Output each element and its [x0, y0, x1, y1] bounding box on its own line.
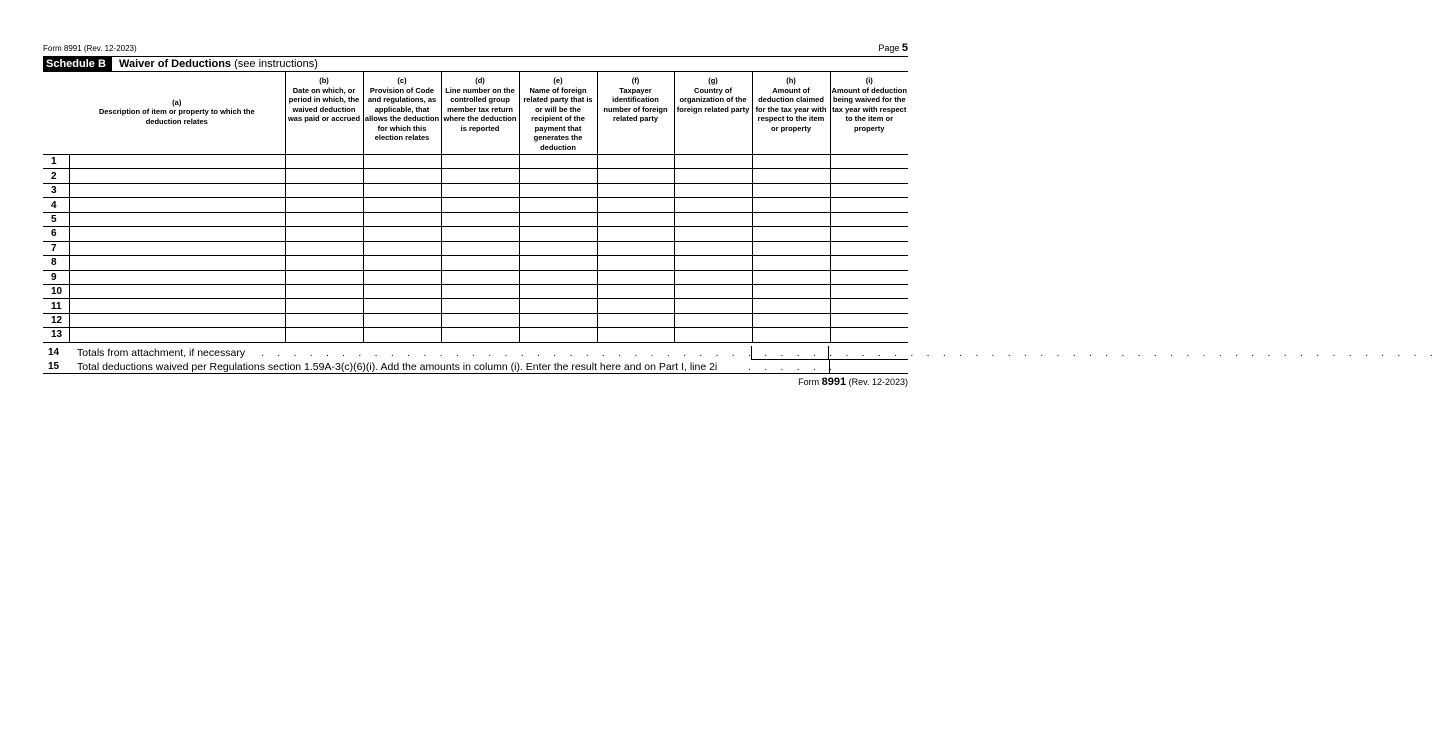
cell-d[interactable]: [441, 313, 519, 327]
page-number-value: 5: [901, 42, 908, 54]
table-row: [43, 227, 908, 241]
cell-a[interactable]: [69, 212, 285, 226]
footer-form-label: Form: [798, 377, 820, 387]
cell-h[interactable]: [752, 212, 830, 226]
row-number: 11: [43, 299, 69, 313]
row-number: 8: [43, 256, 69, 270]
cell-d[interactable]: [441, 270, 519, 284]
column-header-b: [285, 72, 363, 155]
cell-b[interactable]: [285, 284, 363, 298]
cell-c[interactable]: [363, 227, 441, 241]
cell-h[interactable]: [752, 227, 830, 241]
cell-e[interactable]: [519, 256, 597, 270]
cell-i[interactable]: [830, 284, 908, 298]
cell-i[interactable]: [830, 155, 908, 169]
column-letter: (e): [553, 76, 563, 85]
line-15-amount-i[interactable]: [829, 360, 908, 374]
column-letter: (d): [475, 76, 485, 85]
cell-a[interactable]: [69, 328, 285, 342]
cell-e[interactable]: [519, 212, 597, 226]
cell-b[interactable]: [285, 241, 363, 255]
cell-h[interactable]: [752, 270, 830, 284]
schedule-badge: Schedule B: [43, 57, 112, 71]
cell-a[interactable]: [69, 198, 285, 212]
deductions-table: [43, 71, 908, 343]
column-header-g: [674, 72, 752, 155]
cell-i[interactable]: [830, 241, 908, 255]
cell-f[interactable]: [597, 155, 674, 169]
table-row: [43, 299, 908, 313]
cell-d[interactable]: [441, 299, 519, 313]
cell-f[interactable]: [597, 313, 674, 327]
table-row: [43, 198, 908, 212]
column-header-d: [441, 72, 519, 155]
cell-i[interactable]: [830, 183, 908, 197]
table-header-row: [43, 72, 908, 155]
cell-b[interactable]: [285, 299, 363, 313]
cell-d[interactable]: [441, 256, 519, 270]
cell-e[interactable]: [519, 198, 597, 212]
column-letter: (a): [172, 97, 182, 107]
line-number: 14: [48, 347, 60, 358]
cell-h[interactable]: [752, 183, 830, 197]
cell-g[interactable]: [674, 155, 752, 169]
cell-i[interactable]: [830, 256, 908, 270]
form-revision: Form 8991 (Rev. 12-2023): [43, 44, 137, 53]
cell-c[interactable]: [363, 313, 441, 327]
cell-f[interactable]: [597, 328, 674, 342]
cell-d[interactable]: [441, 227, 519, 241]
cell-e[interactable]: [519, 227, 597, 241]
cell-a[interactable]: [69, 241, 285, 255]
table-row: [43, 212, 908, 226]
cell-b[interactable]: [285, 313, 363, 327]
leader-dots: . . . . . .: [748, 361, 838, 373]
column-header-f: [597, 72, 674, 155]
table-row: [43, 183, 908, 197]
column-label: Date on which, or period in which, the waived deduction was paid or accrued: [287, 85, 361, 123]
cell-e[interactable]: [519, 328, 597, 342]
cell-e[interactable]: [519, 169, 597, 183]
cell-f[interactable]: [597, 198, 674, 212]
cell-c[interactable]: [363, 328, 441, 342]
cell-f[interactable]: [597, 212, 674, 226]
column-letter: (g): [708, 76, 718, 85]
cell-h[interactable]: [752, 169, 830, 183]
column-header-line-number: [43, 72, 69, 155]
line-number: 15: [48, 361, 60, 372]
cell-g[interactable]: [674, 241, 752, 255]
cell-e[interactable]: [519, 299, 597, 313]
cell-f[interactable]: [597, 270, 674, 284]
cell-i[interactable]: [830, 299, 908, 313]
cell-c[interactable]: [363, 169, 441, 183]
table-row: [43, 256, 908, 270]
table-row: [43, 328, 908, 342]
cell-g[interactable]: [674, 313, 752, 327]
cell-d[interactable]: [441, 198, 519, 212]
column-letter: (h): [786, 76, 796, 85]
cell-c[interactable]: [363, 256, 441, 270]
cell-b[interactable]: [285, 328, 363, 342]
cell-e[interactable]: [519, 155, 597, 169]
cell-g[interactable]: [674, 270, 752, 284]
cell-i[interactable]: [830, 198, 908, 212]
cell-d[interactable]: [441, 155, 519, 169]
cell-e[interactable]: [519, 313, 597, 327]
column-letter: (c): [397, 76, 407, 85]
cell-b[interactable]: [285, 169, 363, 183]
cell-d[interactable]: [441, 284, 519, 298]
cell-a[interactable]: [69, 227, 285, 241]
leader-dots: . . . . . . . . . . . . . . . . . . . . . . . . . . . . . . . . . . . . . . . . . . . . . . . . . . . . . . . . . . . . . . . . . . . . . . . . .: [261, 347, 1438, 359]
cell-f[interactable]: [597, 299, 674, 313]
cell-h[interactable]: [752, 198, 830, 212]
footer-rule: [43, 373, 908, 374]
page-label: Page: [878, 43, 900, 53]
cell-h[interactable]: [752, 328, 830, 342]
cell-b[interactable]: [285, 227, 363, 241]
row-number: 1: [43, 155, 69, 169]
cell-c[interactable]: [363, 241, 441, 255]
cell-c[interactable]: [363, 198, 441, 212]
cell-h[interactable]: [752, 313, 830, 327]
column-header-i: [830, 72, 908, 155]
row-number: 3: [43, 183, 69, 197]
page-footer: [798, 376, 908, 388]
cell-f[interactable]: [597, 227, 674, 241]
column-letter: (i): [865, 76, 873, 85]
cell-b[interactable]: [285, 270, 363, 284]
cell-a[interactable]: [69, 256, 285, 270]
row-number: 6: [43, 227, 69, 241]
cell-c[interactable]: [363, 155, 441, 169]
cell-g[interactable]: [674, 212, 752, 226]
cell-g[interactable]: [674, 169, 752, 183]
line-text: Total deductions waived per Regulations section 1.59A-3(c)(6)(i). Add the amounts in column (i). Enter the result here and on Part I, line 2i: [77, 361, 718, 373]
cell-d[interactable]: [441, 328, 519, 342]
row-number: 4: [43, 198, 69, 212]
page-number: [878, 42, 908, 54]
cell-g[interactable]: [674, 284, 752, 298]
table-body: [43, 155, 908, 343]
cell-d[interactable]: [441, 212, 519, 226]
schedule-subtitle: (see instructions): [234, 58, 318, 70]
column-label: Provision of Code and regulations, as applicable, that allows the deduction for which this election relates: [364, 85, 440, 142]
column-header-h: [752, 72, 830, 155]
cell-e[interactable]: [519, 241, 597, 255]
line-text: Totals from attachment, if necessary: [77, 347, 246, 359]
column-label: Description of item or property to which the deduction relates: [98, 107, 255, 126]
column-label: Name of foreign related party that is or will be the recipient of the payment that generates the deduction: [523, 85, 593, 152]
cell-b[interactable]: [285, 183, 363, 197]
cell-g[interactable]: [674, 198, 752, 212]
cell-b[interactable]: [285, 198, 363, 212]
cell-f[interactable]: [597, 284, 674, 298]
schedule-header: [43, 57, 908, 71]
cell-g[interactable]: [674, 227, 752, 241]
cell-h[interactable]: [752, 299, 830, 313]
column-label: Taxpayer identification number of foreign related party: [603, 85, 668, 123]
table-row: [43, 284, 908, 298]
footer-form-number: 8991: [821, 376, 847, 388]
column-letter: (f): [631, 76, 640, 85]
schedule-title-text: Waiver of Deductions: [119, 58, 232, 70]
cell-c[interactable]: [363, 212, 441, 226]
table-row: [43, 270, 908, 284]
cell-f[interactable]: [597, 169, 674, 183]
cell-a[interactable]: [69, 183, 285, 197]
cell-h[interactable]: [752, 256, 830, 270]
column-header-a: [69, 72, 285, 155]
cell-c[interactable]: [363, 284, 441, 298]
column-letter: (b): [319, 76, 329, 85]
line-14: [43, 346, 1438, 360]
cell-i[interactable]: [830, 313, 908, 327]
cell-i[interactable]: [830, 227, 908, 241]
cell-g[interactable]: [674, 183, 752, 197]
cell-a[interactable]: [69, 169, 285, 183]
table-row: [43, 241, 908, 255]
cell-h[interactable]: [752, 284, 830, 298]
cell-g[interactable]: [674, 328, 752, 342]
cell-d[interactable]: [441, 169, 519, 183]
row-number: 12: [43, 313, 69, 327]
cell-b[interactable]: [285, 155, 363, 169]
schedule-title: [119, 57, 318, 71]
cell-a[interactable]: [69, 299, 285, 313]
column-label: Amount of deduction claimed for the tax year with respect to the item or property: [755, 85, 827, 133]
cell-e[interactable]: [519, 183, 597, 197]
cell-c[interactable]: [363, 270, 441, 284]
cell-d[interactable]: [441, 183, 519, 197]
cell-a[interactable]: [69, 270, 285, 284]
cell-d[interactable]: [441, 241, 519, 255]
line-15: [43, 360, 908, 374]
cell-i[interactable]: [830, 270, 908, 284]
column-label: Line number on the controlled group member tax return where the deduction is reported: [443, 85, 517, 133]
row-number: 9: [43, 270, 69, 284]
cell-i[interactable]: [830, 212, 908, 226]
column-header-e: [519, 72, 597, 155]
cell-a[interactable]: [69, 284, 285, 298]
cell-b[interactable]: [285, 256, 363, 270]
cell-f[interactable]: [597, 183, 674, 197]
row-number: 13: [43, 328, 69, 342]
table-row: [43, 155, 908, 169]
cell-a[interactable]: [69, 313, 285, 327]
cell-f[interactable]: [597, 256, 674, 270]
line-14-amount-i[interactable]: [829, 346, 908, 360]
footer-revision: (Rev. 12-2023): [848, 377, 908, 387]
cell-c[interactable]: [363, 299, 441, 313]
page-header: [43, 42, 908, 55]
column-label: Amount of deduction being waived for the tax year with respect to the item or property: [831, 85, 907, 133]
row-number: 10: [43, 284, 69, 298]
column-label: Country of organization of the foreign related party: [676, 85, 750, 114]
row-number: 5: [43, 212, 69, 226]
cell-e[interactable]: [519, 284, 597, 298]
table-row: [43, 169, 908, 183]
cell-e[interactable]: [519, 270, 597, 284]
row-number: 7: [43, 241, 69, 255]
line-14-amount-h[interactable]: [751, 346, 829, 360]
cell-g[interactable]: [674, 256, 752, 270]
cell-i[interactable]: [830, 328, 908, 342]
column-header-c: [363, 72, 441, 155]
cell-h[interactable]: [752, 155, 830, 169]
cell-i[interactable]: [830, 169, 908, 183]
cell-h[interactable]: [752, 241, 830, 255]
table-row: [43, 313, 908, 327]
cell-f[interactable]: [597, 241, 674, 255]
cell-g[interactable]: [674, 299, 752, 313]
cell-b[interactable]: [285, 212, 363, 226]
row-number: 2: [43, 169, 69, 183]
cell-c[interactable]: [363, 183, 441, 197]
cell-a[interactable]: [69, 155, 285, 169]
